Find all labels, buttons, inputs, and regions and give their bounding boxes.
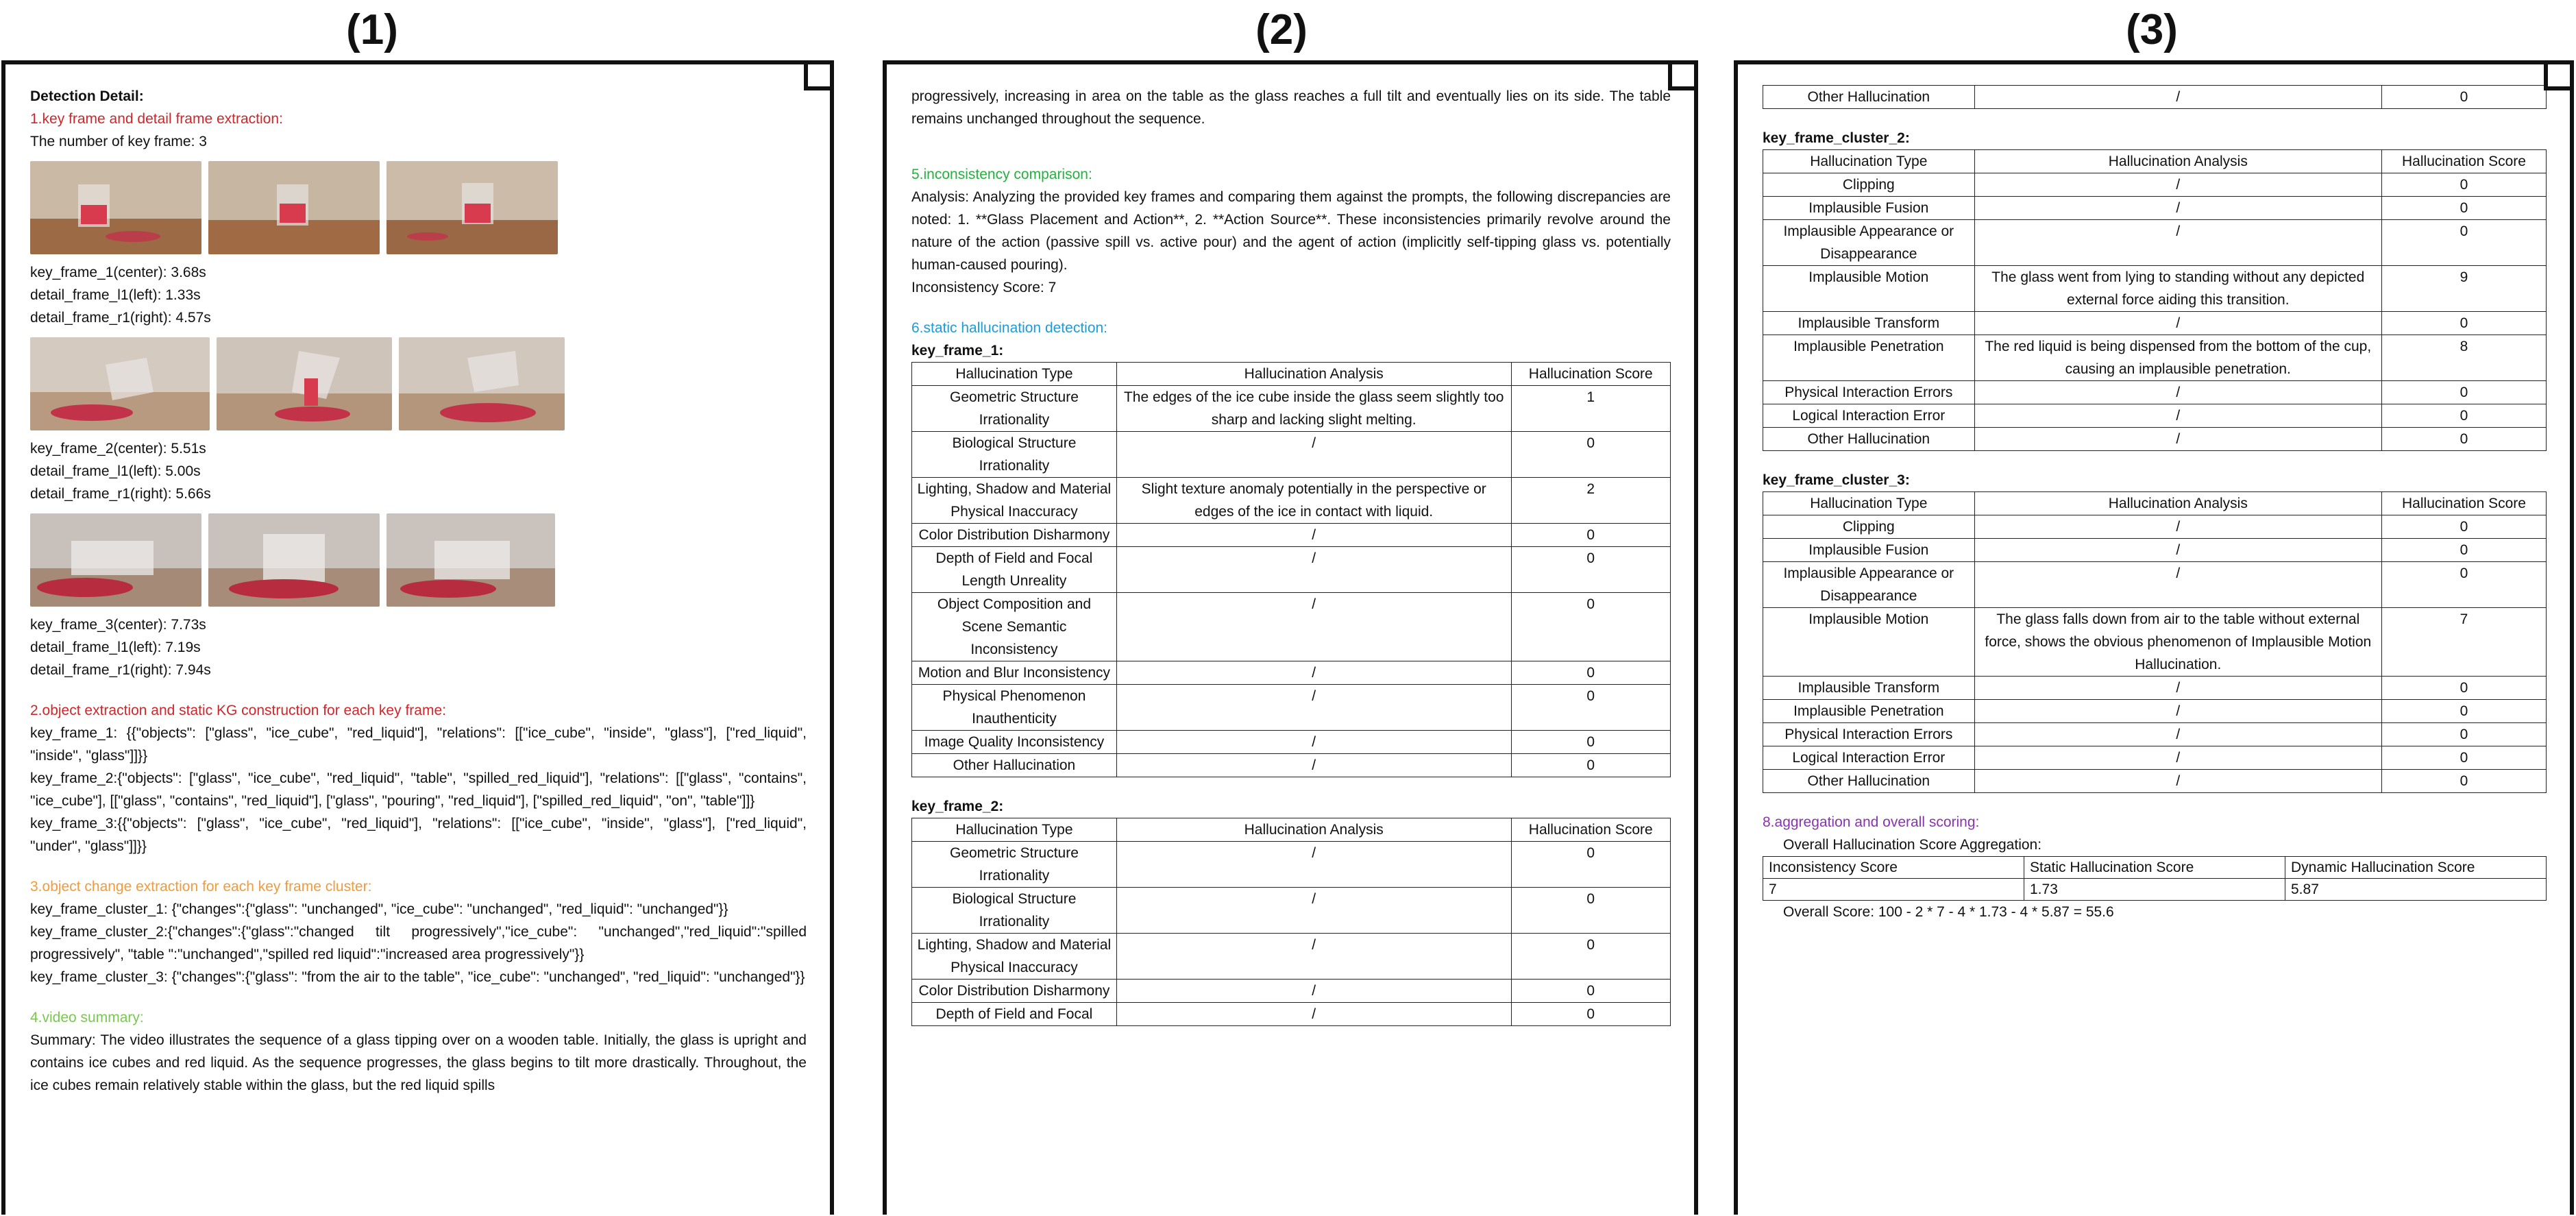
table-row [912, 980, 1671, 1003]
hallucination-analysis-cell: / [1116, 934, 1511, 980]
table-row [912, 547, 1671, 593]
static-hallucination-table-kf2 [911, 818, 1671, 1026]
hallucination-analysis-cell: / [1116, 888, 1511, 934]
hallucination-type-cell: Other Hallucination [1763, 86, 1975, 109]
aggregation-cell: Inconsistency Score [1763, 857, 2024, 879]
hallucination-score-cell: 0 [2381, 312, 2546, 335]
change-cluster-1: key_frame_cluster_1: {"changes":{"glass": "unchanged", "ice_cube": "unchanged", "red_liquid": "unchanged"}} [30, 901, 728, 917]
inconsistency-score: Inconsistency Score: 7 [911, 280, 1057, 295]
key-frame-count: The number of key frame: 3 [30, 134, 207, 149]
frame-image [208, 161, 380, 254]
hallucination-analysis-cell: / [1116, 547, 1511, 593]
key-frame-3-time: key_frame_3(center): 7.73s [30, 617, 206, 633]
table-header-row [1763, 492, 2547, 515]
hallucination-analysis-cell: The red liquid is being dispensed from the bottom of the cup, causing an implausible penetration. [1974, 335, 2381, 381]
hallucination-analysis-cell: / [1974, 746, 2381, 770]
static-hallucination-table-kf1 [911, 362, 1671, 777]
cluster-2-label: key_frame_cluster_2: [1763, 130, 1910, 146]
hallucination-score-cell: Hallucination Score [2381, 150, 2546, 173]
hallucination-analysis-cell: Hallucination Analysis [1974, 492, 2381, 515]
hallucination-type-cell: Implausible Motion [1763, 266, 1975, 312]
frame-image [208, 513, 380, 607]
table-row [1763, 404, 2547, 428]
hallucination-type-cell: Image Quality Inconsistency [912, 731, 1117, 754]
hallucination-score-cell: 0 [1511, 547, 1670, 593]
hallucination-type-cell: Object Composition and Scene Semantic Inconsistency [912, 593, 1117, 661]
hallucination-type-cell: Motion and Blur Inconsistency [912, 661, 1117, 685]
hallucination-type-cell: Other Hallucination [1763, 770, 1975, 793]
key-frame-1-time: key_frame_1(center): 3.68s [30, 265, 206, 280]
hallucination-type-cell: Implausible Penetration [1763, 335, 1975, 381]
hallucination-score-cell: 0 [2381, 723, 2546, 746]
table-row [1763, 335, 2547, 381]
hallucination-score-cell: 7 [2381, 608, 2546, 677]
table-row [1763, 266, 2547, 312]
hallucination-analysis-cell: / [1116, 661, 1511, 685]
table-row [1763, 700, 2547, 723]
hallucination-analysis-cell: Slight texture anomaly potentially in the perspective or edges of the ice in contact with liquid. [1116, 478, 1511, 524]
panel-label-1: (1) [346, 6, 398, 53]
hallucination-score-cell: 0 [1511, 888, 1670, 934]
section-8-heading: 8.aggregation and overall scoring: [1763, 814, 1980, 830]
hallucination-type-cell: Physical Interaction Errors [1763, 723, 1975, 746]
hallucination-score-cell: 0 [2381, 746, 2546, 770]
table-row [912, 432, 1671, 478]
hallucination-type-cell: Geometric Structure Irrationality [912, 386, 1117, 432]
hallucination-analysis-cell: The glass went from lying to standing without any depicted external force aiding this transition. [1974, 266, 2381, 312]
hallucination-score-cell: 0 [2381, 381, 2546, 404]
overall-score: Overall Score: 100 - 2 * 7 - 4 * 1.73 - 4 * 5.87 = 55.6 [1783, 904, 2114, 920]
hallucination-score-cell: 2 [1511, 478, 1670, 524]
hallucination-score-cell: 1 [1511, 386, 1670, 432]
table-row [1763, 608, 2547, 677]
hallucination-score-cell: 0 [1511, 1003, 1670, 1026]
aggregation-table [1763, 856, 2547, 901]
kg-key-frame-3: key_frame_3:{{"objects": ["glass", "ice_cube", "red_liquid"], "relations": [["ice_cube", "inside", "glass"], ["red_liquid", "under", "glass"]]}} [30, 816, 807, 854]
table-row [912, 842, 1671, 888]
frame-image [387, 161, 558, 254]
hallucination-type-cell: Implausible Transform [1763, 312, 1975, 335]
table-row [1763, 86, 2547, 109]
hallucination-analysis-cell: / [1116, 1003, 1511, 1026]
section-5-heading: 5.inconsistency comparison: [911, 167, 1092, 182]
hallucination-score-cell: Hallucination Score [2381, 492, 2546, 515]
table-row [912, 754, 1671, 777]
table-row [912, 1003, 1671, 1026]
hallucination-type-cell: Hallucination Type [912, 818, 1117, 842]
hallucination-type-cell: Implausible Appearance or Disappearance [1763, 220, 1975, 266]
aggregation-cell: Dynamic Hallucination Score [2285, 857, 2547, 879]
hallucination-analysis-cell: / [1116, 432, 1511, 478]
hallucination-type-cell: Implausible Appearance or Disappearance [1763, 562, 1975, 608]
section-6-heading: 6.static hallucination detection: [911, 320, 1108, 336]
frame-image [30, 513, 201, 607]
hallucination-analysis-cell: / [1974, 723, 2381, 746]
kg-key-frame-1: key_frame_1: {{"objects": ["glass", "ice_cube", "red_liquid"], "relations": [["ice_cube", "inside", "glass"], ["red_liquid", "inside", "glass"]]}} [30, 725, 807, 764]
table-row [1763, 677, 2547, 700]
hallucination-analysis-cell: / [1974, 404, 2381, 428]
detail-frame-r1-time: detail_frame_r1(right): 5.66s [30, 486, 211, 502]
hallucination-analysis-cell: Hallucination Analysis [1116, 818, 1511, 842]
table-row [1763, 220, 2547, 266]
hallucination-analysis-cell: / [1116, 731, 1511, 754]
hallucination-analysis-cell: / [1116, 842, 1511, 888]
hallucination-type-cell: Geometric Structure Irrationality [912, 842, 1117, 888]
hallucination-analysis-cell: / [1974, 770, 2381, 793]
cluster-3-label: key_frame_cluster_3: [1763, 472, 1910, 488]
section-1-heading: 1.key frame and detail frame extraction: [30, 111, 283, 127]
table-row [912, 685, 1671, 731]
hallucination-type-cell: Clipping [1763, 173, 1975, 197]
detail-frame-r1-time: detail_frame_r1(right): 4.57s [30, 310, 211, 326]
detail-frame-l1-time: detail_frame_l1(left): 5.00s [30, 463, 201, 479]
hallucination-score-cell: 0 [1511, 934, 1670, 980]
hallucination-type-cell: Depth of Field and Focal Length Unreality [912, 547, 1117, 593]
hallucination-score-cell: 0 [1511, 593, 1670, 661]
table-row [1763, 562, 2547, 608]
aggregation-title: Overall Hallucination Score Aggregation: [1783, 837, 2042, 853]
hallucination-analysis-cell: / [1974, 381, 2381, 404]
table-row [1763, 515, 2547, 539]
hallucination-type-cell: Other Hallucination [912, 754, 1117, 777]
table-row [1763, 770, 2547, 793]
table-header-row [912, 363, 1671, 386]
aggregation-value-row [1763, 879, 2547, 901]
hallucination-score-cell: 0 [2381, 173, 2546, 197]
key-frame-1-label: key_frame_1: [911, 343, 1004, 358]
aggregation-cell: 5.87 [2285, 879, 2547, 901]
hallucination-type-cell: Other Hallucination [1763, 428, 1975, 451]
hallucination-type-cell: Logical Interaction Error [1763, 404, 1975, 428]
table-row [912, 593, 1671, 661]
table-row [1763, 381, 2547, 404]
table-row [912, 888, 1671, 934]
hallucination-score-cell: 0 [2381, 677, 2546, 700]
dynamic-hallucination-table-cluster-2 [1763, 149, 2547, 451]
panel-1 [1, 60, 834, 1215]
hallucination-type-cell: Logical Interaction Error [1763, 746, 1975, 770]
table-row [1763, 539, 2547, 562]
table-row [912, 524, 1671, 547]
hallucination-type-cell: Clipping [1763, 515, 1975, 539]
hallucination-type-cell: Implausible Fusion [1763, 539, 1975, 562]
section-2-heading: 2.object extraction and static KG construction for each key frame: [30, 703, 446, 718]
table-header-row [912, 818, 1671, 842]
hallucination-analysis-cell: / [1974, 677, 2381, 700]
hallucination-score-cell: 0 [1511, 731, 1670, 754]
hallucination-analysis-cell: / [1974, 173, 2381, 197]
table-row [912, 731, 1671, 754]
hallucination-score-cell: 0 [1511, 754, 1670, 777]
frame-image [30, 161, 201, 254]
hallucination-type-cell: Biological Structure Irrationality [912, 432, 1117, 478]
aggregation-header-row [1763, 857, 2547, 879]
hallucination-type-cell: Depth of Field and Focal [912, 1003, 1117, 1026]
detail-frame-l1-time: detail_frame_l1(left): 1.33s [30, 287, 201, 303]
hallucination-score-cell: Hallucination Score [1511, 363, 1670, 386]
aggregation-cell: 7 [1763, 879, 2024, 901]
hallucination-analysis-cell: / [1974, 312, 2381, 335]
hallucination-analysis-cell: / [1116, 685, 1511, 731]
hallucination-score-cell: 0 [2381, 428, 2546, 451]
hallucination-score-cell: 0 [2381, 562, 2546, 608]
hallucination-type-cell: Hallucination Type [912, 363, 1117, 386]
hallucination-analysis-cell: Hallucination Analysis [1116, 363, 1511, 386]
hallucination-score-cell: 8 [2381, 335, 2546, 381]
frame-image [399, 337, 565, 430]
hallucination-analysis-cell: / [1974, 197, 2381, 220]
table-row [912, 478, 1671, 524]
hallucination-type-cell: Implausible Motion [1763, 608, 1975, 677]
hallucination-score-cell: 0 [1511, 842, 1670, 888]
hallucination-analysis-cell: Hallucination Analysis [1974, 150, 2381, 173]
hallucination-analysis-cell: / [1974, 86, 2381, 109]
key-frame-2-images [30, 337, 807, 430]
hallucination-type-cell: Implausible Transform [1763, 677, 1975, 700]
key-frame-2-time: key_frame_2(center): 5.51s [30, 441, 206, 457]
hallucination-score-cell: 0 [1511, 685, 1670, 731]
hallucination-analysis-cell: The edges of the ice cube inside the glass seem slightly too sharp and lacking slight melting. [1116, 386, 1511, 432]
hallucination-score-cell: 0 [2381, 700, 2546, 723]
hallucination-type-cell: Physical Interaction Errors [1763, 381, 1975, 404]
table-row [912, 661, 1671, 685]
detail-frame-l1-time: detail_frame_l1(left): 7.19s [30, 640, 201, 655]
inconsistency-analysis: Analysis: Analyzing the provided key frames and comparing them against the prompts, the following discrepancies are noted: 1. **Glass Placement and Action**, 2. **Action Source**. These inconsistencies primarily revolve around the nature of the action (passive spill vs. active pour) and the agent of action (implicitly self-tipping glass vs. potentially human-caused pouring). [911, 189, 1671, 273]
table-row [1763, 746, 2547, 770]
table-row [1763, 173, 2547, 197]
hallucination-score-cell: 0 [1511, 661, 1670, 685]
hallucination-analysis-cell: / [1974, 515, 2381, 539]
hallucination-analysis-cell: / [1116, 593, 1511, 661]
hallucination-score-cell: 0 [1511, 432, 1670, 478]
detection-detail-title: Detection Detail: [30, 88, 144, 104]
hallucination-analysis-cell: / [1974, 562, 2381, 608]
key-frame-2-label: key_frame_2: [911, 799, 1004, 814]
dynamic-hallucination-table-cluster-1-end [1763, 85, 2547, 109]
table-row [1763, 197, 2547, 220]
hallucination-analysis-cell: / [1974, 220, 2381, 266]
hallucination-type-cell: Lighting, Shadow and Material Physical Inaccuracy [912, 478, 1117, 524]
hallucination-score-cell: 0 [2381, 770, 2546, 793]
hallucination-analysis-cell: / [1116, 754, 1511, 777]
section-3-heading: 3.object change extraction for each key frame cluster: [30, 879, 372, 895]
table-row [1763, 428, 2547, 451]
hallucination-type-cell: Lighting, Shadow and Material Physical Inaccuracy [912, 934, 1117, 980]
hallucination-type-cell: Color Distribution Disharmony [912, 524, 1117, 547]
table-row [912, 934, 1671, 980]
key-frame-3-images [30, 513, 807, 607]
dynamic-hallucination-table-cluster-3 [1763, 491, 2547, 793]
hallucination-score-cell: 0 [2381, 539, 2546, 562]
video-summary: Summary: The video illustrates the sequence of a glass tipping over on a wooden table. Initially, the glass is upright and contains ice cubes and red liquid. As the sequence progresses, the glass begins to tilt more drastically. Throughout, the ice cubes remain relatively stable within the glass, but the red liquid spills [30, 1032, 807, 1093]
panel-2 [883, 60, 1698, 1215]
hallucination-type-cell: Hallucination Type [1763, 492, 1975, 515]
hallucination-analysis-cell: / [1974, 539, 2381, 562]
panel-label-2: (2) [1255, 6, 1308, 53]
section-4-heading: 4.video summary: [30, 1010, 144, 1025]
table-row [1763, 312, 2547, 335]
hallucination-score-cell: 9 [2381, 266, 2546, 312]
frame-image [217, 337, 392, 430]
hallucination-type-cell: Implausible Penetration [1763, 700, 1975, 723]
key-frame-1-images [30, 161, 807, 254]
hallucination-score-cell: 0 [2381, 220, 2546, 266]
panel-3 [1734, 60, 2574, 1215]
hallucination-score-cell: 0 [2381, 515, 2546, 539]
frame-image [30, 337, 210, 430]
hallucination-score-cell: Hallucination Score [1511, 818, 1670, 842]
hallucination-type-cell: Biological Structure Irrationality [912, 888, 1117, 934]
hallucination-score-cell: 0 [1511, 980, 1670, 1003]
hallucination-type-cell: Implausible Fusion [1763, 197, 1975, 220]
hallucination-type-cell: Hallucination Type [1763, 150, 1975, 173]
kg-key-frame-2: key_frame_2:{"objects": ["glass", "ice_cube", "red_liquid", "table", "spilled_red_liquid"], "relations": [["glass", "contains", "ice_cube"], [["glass", "contains", "red_liquid"], ["glass", "pouring", "red_liquid"], ["spilled_red_liquid", "on", "table"]]} [30, 770, 807, 809]
hallucination-analysis-cell: / [1974, 700, 2381, 723]
hallucination-score-cell: 0 [2381, 86, 2546, 109]
table-row [1763, 723, 2547, 746]
panel-label-3: (3) [2126, 6, 2178, 53]
hallucination-analysis-cell: / [1116, 524, 1511, 547]
frame-image [387, 513, 555, 607]
aggregation-cell: 1.73 [2024, 879, 2285, 901]
video-summary-continued: progressively, increasing in area on the table as the glass reaches a full tilt and eventually lies on its side. The table remains unchanged throughout the sequence. [911, 88, 1671, 127]
detail-frame-r1-time: detail_frame_r1(right): 7.94s [30, 662, 211, 678]
hallucination-analysis-cell: / [1974, 428, 2381, 451]
hallucination-type-cell: Physical Phenomenon Inauthenticity [912, 685, 1117, 731]
table-row [912, 386, 1671, 432]
hallucination-score-cell: 0 [1511, 524, 1670, 547]
hallucination-score-cell: 0 [2381, 197, 2546, 220]
aggregation-cell: Static Hallucination Score [2024, 857, 2285, 879]
hallucination-score-cell: 0 [2381, 404, 2546, 428]
change-cluster-3: key_frame_cluster_3: {"changes":{"glass": "from the air to the table", "ice_cube": "unchanged", "red_liquid": "unchanged"}} [30, 969, 805, 985]
hallucination-analysis-cell: The glass falls down from air to the table without external force, shows the obvious phenomenon of Implausible Motion Hallucination. [1974, 608, 2381, 677]
change-cluster-2: key_frame_cluster_2:{"changes":{"glass":"changed tilt progressively","ice_cube": "unchanged","red_liquid":"spilled progressively", "table ":"unchanged","spilled red liquid":"increased area progressively"}} [30, 924, 807, 962]
hallucination-analysis-cell: / [1116, 980, 1511, 1003]
table-header-row [1763, 150, 2547, 173]
hallucination-type-cell: Color Distribution Disharmony [912, 980, 1117, 1003]
